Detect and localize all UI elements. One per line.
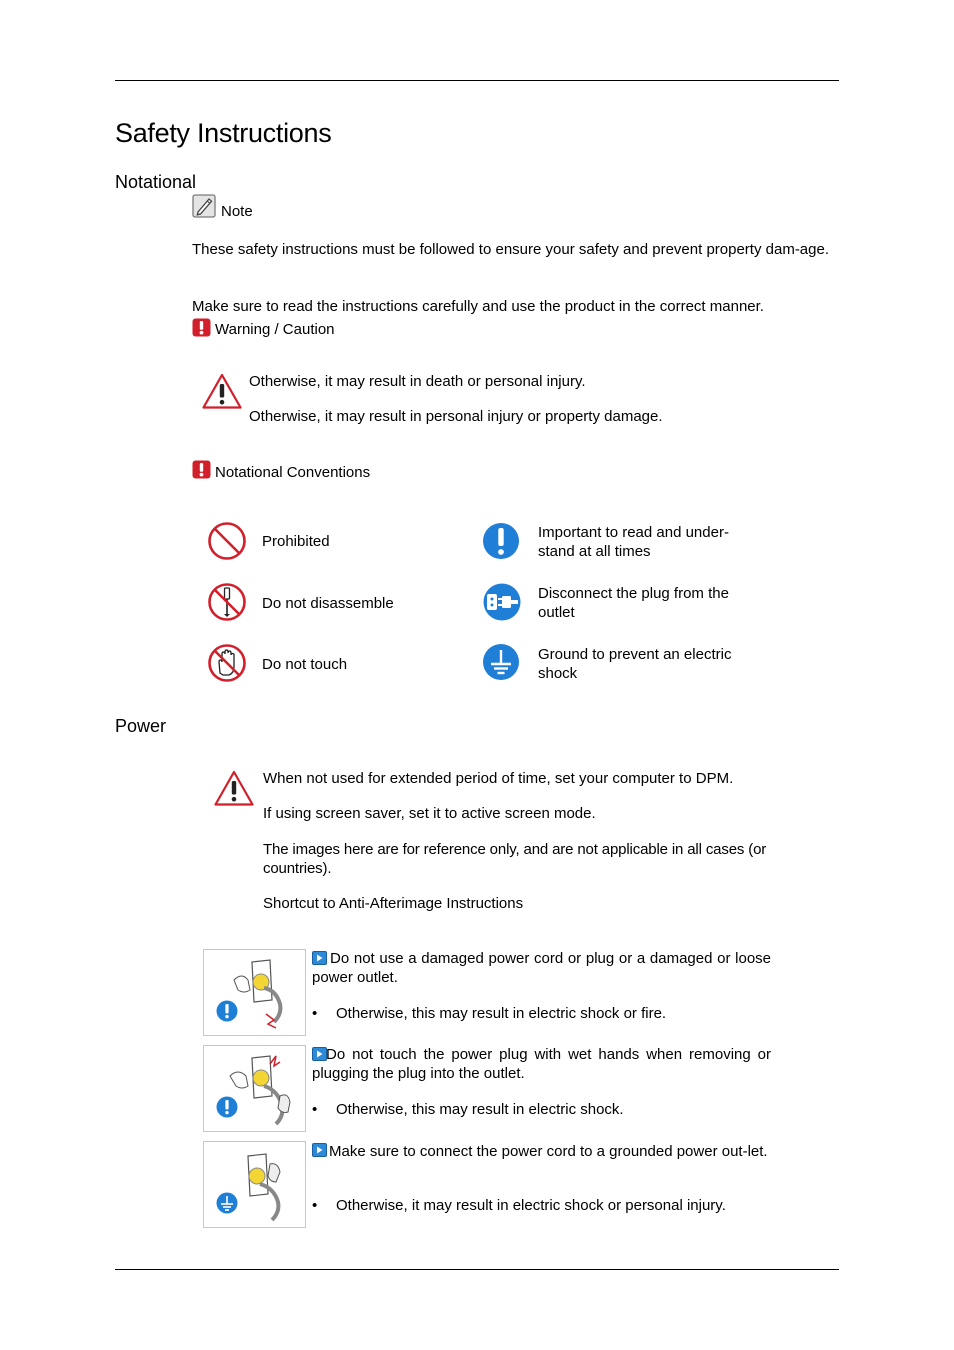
bullet-dot: • [312,1197,318,1214]
ground-icon [482,643,520,681]
power-caution-line-2: If using screen saver, set it to active screen mode. [263,805,596,822]
convention-no-touch-label: Do not touch [262,656,348,673]
convention-important-label: Important to read and under-stand at all times [538,524,729,560]
warning-label-icon [192,318,211,337]
power-caution-triangle-icon [213,769,255,807]
convention-disassemble-label: Do not disassemble [262,595,394,612]
unplug-icon [482,582,522,622]
warning-line-1: Otherwise, it may result in death or personal injury. [249,373,586,390]
warning-caution-label: Warning / Caution [215,321,335,338]
important-icon [482,521,520,561]
convention-prohibited-label: Prohibited [262,533,330,550]
prohibited-icon [207,521,247,561]
power-item-2-heading: Do not touch the power plug with wet hands when removing or plugging the plug into the outlet. [312,1046,771,1082]
grounded-outlet-illustration [203,1141,306,1228]
no-touch-icon [207,643,247,683]
anti-afterimage-shortcut-link[interactable]: Shortcut to Anti-Afterimage Instructions [263,895,524,912]
convention-ground-label: Ground to prevent an electric shock [538,646,732,682]
damaged-cord-illustration [203,949,306,1036]
bullet-dot: • [312,1101,318,1118]
wet-hands-illustration [203,1045,306,1132]
power-item-3-bullet-text: Otherwise, it may result in electric shock or personal injury. [336,1197,726,1214]
ground-badge-icon [216,1192,238,1214]
page-title: Safety Instructions [115,118,332,148]
caution-triangle-icon [201,372,243,410]
note-paragraph-2: Make sure to read the instructions carefully and use the product in the correct manner. [192,298,764,315]
power-caution-line-1: When not used for extended period of time, set your computer to DPM. [263,770,734,787]
section-power-heading: Power [115,716,167,736]
note-paragraph-1: These safety instructions must be followed to ensure your safety and prevent property dam-age. [192,241,830,258]
conventions-label-icon [192,460,211,479]
power-item-2-bullet-text: Otherwise, this may result in electric shock. [336,1101,624,1118]
bottom-rule [115,1269,839,1270]
note-label: Note [221,203,253,220]
power-item-3-heading: Make sure to connect the power cord to a grounded power out-let. [329,1143,768,1160]
bullet-dot: • [312,1005,318,1022]
disassemble-prohibited-icon [207,582,247,622]
important-badge-icon [216,1096,238,1118]
power-item-1-bullet-text: Otherwise, this may result in electric shock or fire. [336,1005,667,1022]
power-item-1-heading: Do not use a damaged power cord or plug or a damaged or loose power outlet. [312,950,771,986]
section-notational-heading: Notational [115,172,197,192]
notational-conventions-label: Notational Conventions [215,464,371,481]
note-icon [192,194,216,218]
warning-line-2: Otherwise, it may result in personal injury or property damage. [249,408,663,425]
convention-unplug-label: Disconnect the plug from the outlet [538,585,729,621]
important-badge-icon [216,1000,238,1022]
top-rule [115,80,839,81]
power-caution-line-3: The images here are for reference only, and are not applicable in all cases (or countries). [263,841,767,877]
